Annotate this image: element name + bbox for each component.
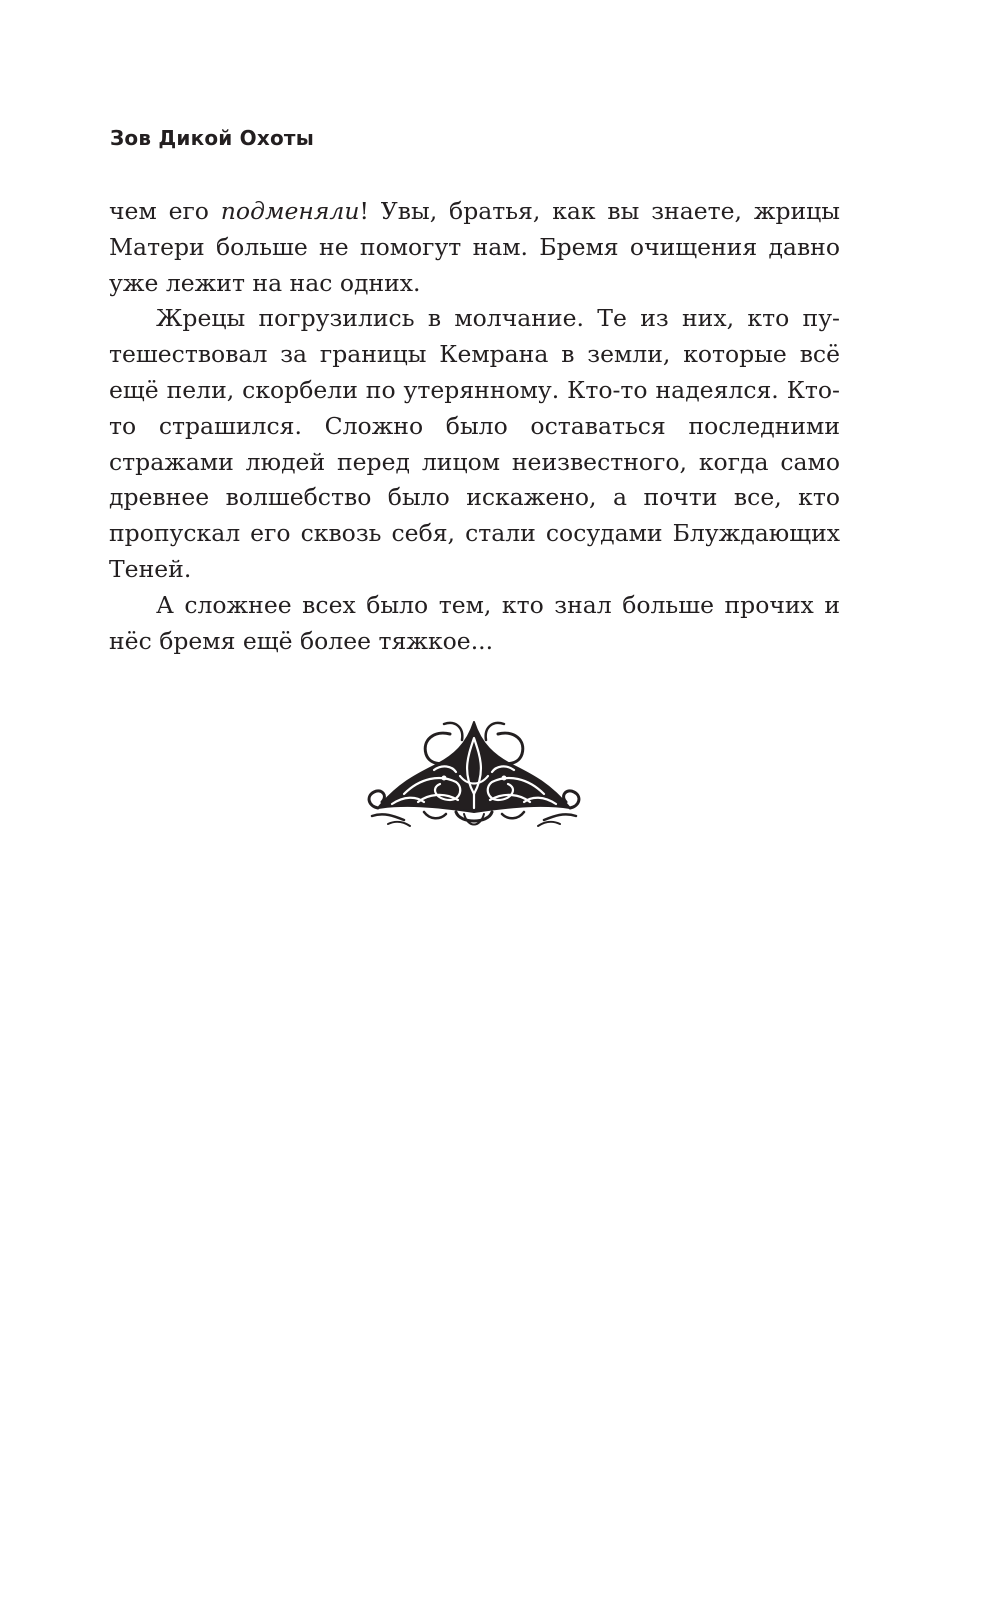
paragraph-2: Жрецы погрузились в молчание. Те из них, кто путешествовал за границы Кемрана в земли, которые всё ещё пели, скорбели по утерянному. Кто-то надеялся. Кто-то страшился. Сложно было оставаться последними стражами людей перед лицом неизвестного, когда само древнее волшебство было искажено, а почти все, кто пропускал его сквозь себя, стали сосудами Блуждающих Теней. [109,304,840,583]
paragraph-1-rest: ! Увы, братья, как вы знаете, жрицы Матери больше не помогут нам. Бремя очищения давно уже лежит на нас одних. [109,197,840,297]
paragraph-1 [109,194,840,301]
paragraph-1-italic-word: подменяли [220,197,360,225]
running-title: Зов Дикой Охоты [110,126,315,150]
celtic-knot-ornament-icon [364,716,584,830]
paragraph-3: А сложнее всех было тем, кто знал больше прочих и нёс бремя ещё более тяжкое... [109,590,840,655]
paragraph-1-start: чем его [109,197,221,225]
body-text [109,194,840,659]
